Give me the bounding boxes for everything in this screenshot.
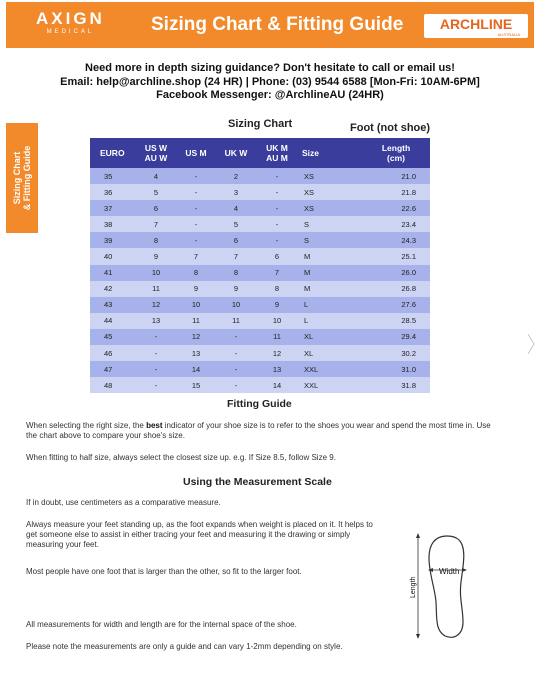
foot-measurement-diagram (405, 530, 490, 643)
length-arrow-head-bottom (416, 634, 420, 639)
table-row (90, 297, 430, 313)
table-cell-us-m: 13 (191, 348, 201, 358)
table-cell-euro: 38 (104, 219, 113, 229)
length-label: Length (410, 576, 417, 598)
table-cell-uk-w: 4 (233, 203, 239, 213)
archline-logo-subtext: AUSTRALIA (497, 32, 520, 37)
table-cell-euro: 43 (104, 300, 113, 310)
table-row (90, 168, 430, 184)
axign-logo-subtext: MEDICAL (46, 29, 95, 35)
table-cell-uk-m-au-m: - (275, 203, 279, 213)
table-cell-us-m: 9 (193, 284, 199, 294)
table-cell-uk-m-au-m: - (275, 171, 279, 181)
table-cell-uk-w: 8 (233, 268, 239, 278)
table-cell-length-cm: 26.8 (401, 284, 416, 294)
table-cell-us-w-au-w: 8 (153, 235, 159, 245)
table-cell-uk-w: 3 (233, 187, 239, 197)
table-cell-euro: 44 (104, 316, 113, 326)
table-cell-length-cm: 29.4 (401, 332, 416, 342)
table-cell-uk-w: 11 (232, 316, 240, 326)
contact-intro (40, 62, 500, 103)
table-cell-euro: 45 (104, 332, 113, 342)
fitting-paragraph-1 (26, 421, 496, 441)
table-row (90, 281, 430, 297)
table-cell-us-w-au-w: - (154, 332, 158, 342)
table-cell-us-w-au-w: 13 (151, 316, 161, 326)
table-cell-uk-m-au-m: 13 (272, 364, 282, 374)
table-cell-size: XS (304, 171, 315, 181)
table-cell-size: L (304, 300, 309, 310)
table-row (90, 232, 430, 248)
column-header-length-cm: Length (cm) (381, 143, 411, 163)
table-cell-us-m: - (194, 171, 198, 181)
table-cell-length-cm: 31.0 (401, 364, 416, 374)
table-cell-uk-m-au-m: 8 (274, 284, 280, 294)
table-cell-us-w-au-w: 9 (153, 252, 159, 262)
table-cell-us-w-au-w: 5 (153, 187, 159, 197)
table-cell-uk-w: - (234, 348, 238, 358)
measurement-paragraph-5: Please note the measurements are only a guide and can vary 1-2mm depending on style. (26, 642, 343, 651)
page-title: Sizing Chart & Fitting Guide (151, 14, 404, 35)
fitting-paragraph-2: When fitting to half size, always select the closest size up. e.g. If Size 8.5, follow Size 9. (26, 453, 336, 462)
table-cell-us-w-au-w: - (154, 348, 158, 358)
length-arrow-head-top (416, 533, 420, 538)
table-cell-us-m: 14 (191, 364, 201, 374)
table-cell-us-w-au-w: 10 (151, 268, 161, 278)
table-cell-us-w-au-w: 11 (152, 284, 160, 294)
side-tab-line-1: Sizing Chart (12, 151, 22, 205)
table-cell-length-cm: 21.8 (401, 187, 416, 197)
column-header-uk-w: UK W (224, 148, 248, 158)
table-cell-length-cm: 25.1 (401, 252, 416, 262)
table-cell-uk-m-au-m: 10 (272, 316, 282, 326)
table-cell-size: M (304, 284, 311, 294)
table-cell-uk-m-au-m: 14 (272, 380, 282, 390)
table-row (90, 377, 430, 393)
table-cell-size: S (304, 235, 310, 245)
table-cell-uk-m-au-m: 12 (272, 348, 282, 358)
foot-outline (429, 536, 464, 637)
table-cell-us-m: 11 (192, 316, 200, 326)
table-cell-length-cm: 30.2 (401, 348, 416, 358)
table-cell-us-m: - (194, 187, 198, 197)
table-cell-length-cm: 31.8 (401, 380, 416, 390)
table-cell-uk-w: 7 (233, 252, 239, 262)
column-header-us-m: US M (185, 148, 207, 158)
fitting-p1-bold: best (146, 421, 163, 430)
column-header-uk-m-au-m: UK M AU M (266, 143, 288, 163)
archline-logo (424, 14, 528, 38)
table-cell-us-w-au-w: 12 (151, 300, 161, 310)
intro-line-2: Email: help@archline.shop (24 HR) | Phone: (03) 9544 6588 [Mon-Fri: 10AM-6PM] (60, 75, 480, 88)
measurement-paragraph-1: If in doubt, use centimeters as a comparative measure. (26, 498, 221, 507)
table-cell-uk-m-au-m: - (275, 235, 279, 245)
side-tab-line-2: & Fitting Guide (22, 145, 32, 211)
table-cell-length-cm: 28.5 (401, 316, 416, 326)
table-cell-euro: 48 (104, 380, 113, 390)
width-arrow-head-right (462, 568, 467, 572)
table-cell-uk-m-au-m: 9 (274, 300, 280, 310)
table-cell-length-cm: 27.6 (401, 300, 416, 310)
table-row (90, 200, 430, 216)
axign-logo (36, 10, 105, 36)
column-header-size: Size (302, 148, 320, 158)
archline-logo-text: ARCHLINE (439, 16, 513, 32)
measurement-scale-title: Using the Measurement Scale (183, 476, 332, 488)
table-cell-size: XS (304, 187, 315, 197)
column-header-us-w-au-w: US W AU W (144, 143, 168, 163)
table-cell-euro: 35 (104, 171, 113, 181)
table-cell-uk-m-au-m: 11 (273, 332, 281, 342)
sizing-table-header (90, 138, 430, 168)
table-cell-size: M (304, 252, 311, 262)
table-row (90, 345, 430, 361)
table-cell-us-m: 8 (193, 268, 199, 278)
table-cell-us-w-au-w: - (154, 364, 158, 374)
table-row (90, 216, 430, 232)
axign-logo-text: AXIGN (36, 9, 105, 28)
table-row (90, 313, 430, 329)
table-cell-uk-w: 6 (233, 235, 239, 245)
table-cell-length-cm: 21.0 (401, 171, 416, 181)
table-cell-size: M (304, 268, 311, 278)
measurement-paragraph-2: Always measure your feet standing up, as the foot expands when weight is placed on it. It helps to get someone else to assist in either tracing your feet and measuring it the drawing or simply measuring your feet. (26, 520, 373, 549)
table-cell-length-cm: 22.6 (401, 203, 416, 213)
table-cell-us-w-au-w: 6 (153, 203, 159, 213)
table-cell-euro: 39 (104, 235, 113, 245)
table-cell-size: XL (304, 348, 314, 358)
measurement-paragraph-4: All measurements for width and length are for the internal space of the shoe. (26, 620, 297, 629)
intro-line-1: Need more in depth sizing guidance? Don't hesitate to call or email us! (85, 62, 455, 74)
table-row (90, 361, 430, 377)
sizing-table-body (90, 168, 430, 393)
table-cell-us-m: - (194, 219, 198, 229)
table-cell-euro: 40 (104, 252, 113, 262)
table-cell-us-m: 12 (191, 332, 201, 342)
table-cell-uk-m-au-m: 6 (274, 252, 280, 262)
table-cell-us-w-au-w: - (154, 380, 158, 390)
fitting-p1-text-a: When selecting the right size, the (26, 421, 147, 430)
table-row (90, 184, 430, 200)
header-banner (6, 2, 534, 48)
table-cell-uk-m-au-m: 7 (274, 268, 280, 278)
table-cell-size: XS (304, 203, 315, 213)
fitting-guide-title: Fitting Guide (227, 398, 292, 410)
table-cell-us-w-au-w: 7 (153, 219, 159, 229)
table-cell-euro: 47 (104, 364, 113, 374)
side-tab-label (12, 146, 32, 211)
column-header-euro: EURO (100, 148, 125, 158)
table-cell-us-m: 10 (191, 300, 201, 310)
table-cell-length-cm: 26.0 (401, 268, 416, 278)
table-cell-uk-w: - (234, 332, 238, 342)
sizing-table (90, 138, 430, 393)
table-cell-uk-w: - (234, 364, 238, 374)
table-cell-us-m: 7 (193, 252, 199, 262)
table-cell-us-m: - (194, 203, 198, 213)
table-row (90, 248, 430, 264)
table-cell-uk-w: 5 (233, 219, 239, 229)
table-row (90, 329, 430, 345)
table-cell-us-w-au-w: 4 (153, 171, 159, 181)
table-cell-uk-m-au-m: - (275, 187, 279, 197)
foot-not-shoe-note: Foot (not shoe) (350, 122, 431, 134)
side-tab-sizing-chart[interactable] (6, 123, 38, 233)
table-row (90, 265, 430, 281)
table-cell-size: XL (304, 332, 314, 342)
measurement-paragraph-3: Most people have one foot that is larger than the other, so fit to the larger foot. (26, 567, 302, 576)
table-cell-uk-w: 10 (231, 300, 241, 310)
table-cell-us-m: - (194, 235, 198, 245)
table-cell-euro: 37 (104, 203, 113, 213)
table-cell-size: S (304, 219, 310, 229)
table-cell-euro: 36 (104, 187, 113, 197)
intro-line-3: Facebook Messenger: @ArchlineAU (24HR) (156, 89, 384, 101)
table-cell-uk-w: 9 (233, 284, 239, 294)
table-cell-euro: 41 (104, 268, 113, 278)
sizing-chart-title: Sizing Chart (228, 118, 293, 130)
table-cell-uk-w: - (234, 380, 238, 390)
table-cell-euro: 42 (104, 284, 113, 294)
table-cell-length-cm: 23.4 (401, 219, 416, 229)
table-cell-size: XXL (304, 380, 319, 390)
table-cell-uk-m-au-m: - (275, 219, 279, 229)
table-cell-size: XXL (304, 364, 319, 374)
table-cell-uk-w: 2 (233, 171, 239, 181)
table-cell-euro: 46 (104, 348, 113, 358)
table-cell-us-m: 15 (191, 380, 201, 390)
width-label: Width (439, 567, 460, 576)
fitting-p1-text-b: indicator of your shoe size is to refer to the shoes you wear and spend the most time in. Use the chart above to compare your shoe's size. (26, 421, 491, 440)
chevron-right-icon[interactable] (526, 332, 536, 356)
table-cell-size: L (304, 316, 309, 326)
table-cell-length-cm: 24.3 (401, 235, 416, 245)
